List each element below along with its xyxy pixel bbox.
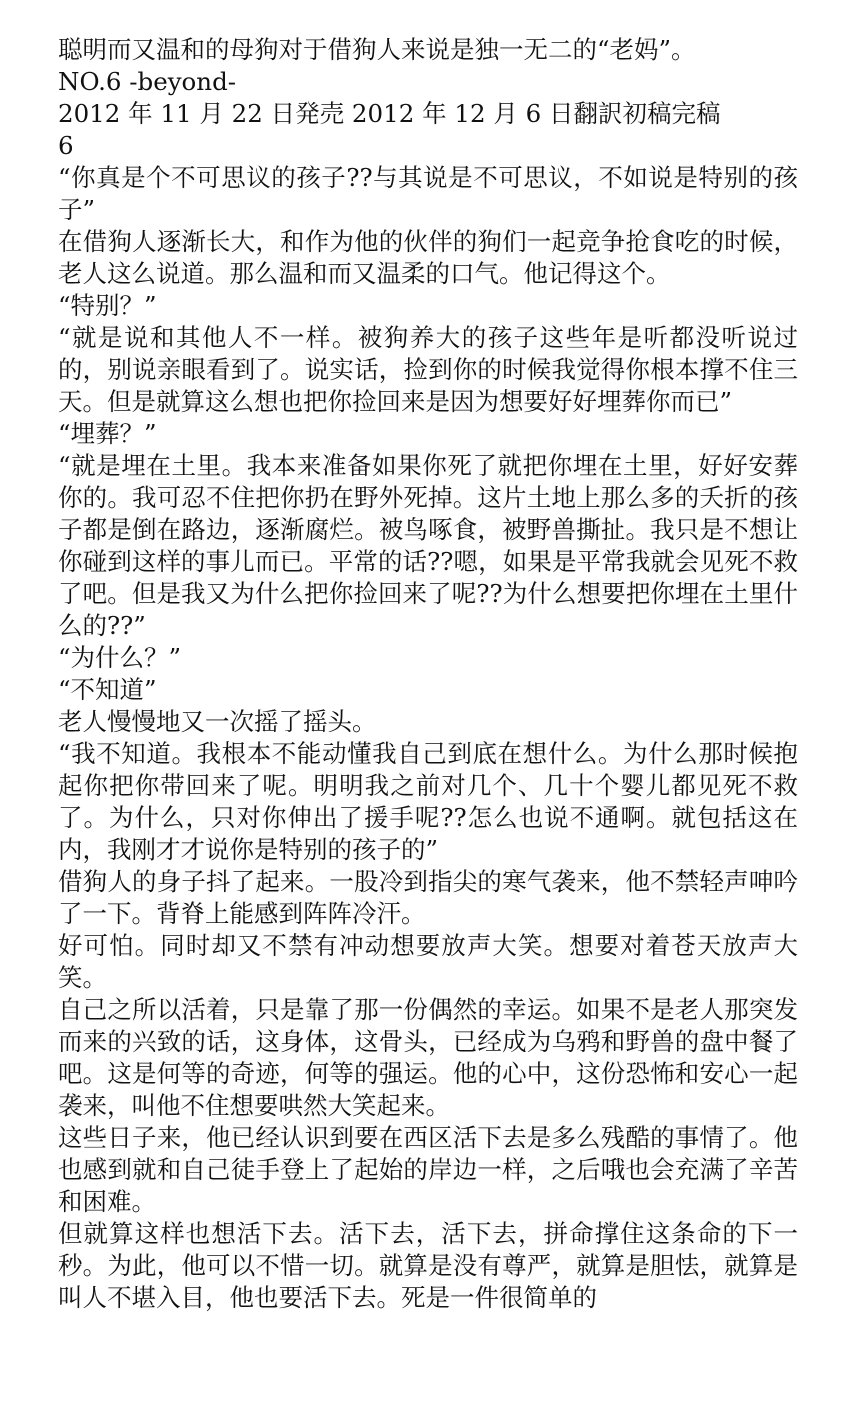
paragraph: 但就算这样也想活下去。活下去，活下去，拼命撑住这条命的下一秒。为此，他可以不惜一切。就算是没有尊严，就算是胆怯，就算是叫人不堪入目，他也要活下去。死是一件很简单的 (58, 1219, 798, 1312)
paragraph: “我不知道。我根本不能动懂我自己到底在想什么。为什么那时候抱起你把你带回来了呢。明明我之前对几个、几十个婴儿都见死不救了。为什么，只对你伸出了援手呢??怎么也说不通啊。就包括这在内，我刚才才说你是特别的孩子的” (58, 739, 798, 864)
paragraph: 好可怕。同时却又不禁有冲动想要放声大笑。想要对着苍天放声大笑。 (58, 931, 798, 992)
paragraph: 老人慢慢地又一次摇了摇头。 (58, 707, 377, 736)
paragraph-intro: 聪明而又温和的母狗对于借狗人来说是独一无二的“老妈”。 (58, 35, 696, 64)
paragraph: “你真是个不可思议的孩子??与其说是不可思议，不如说是特别的孩子” (58, 163, 798, 224)
paragraph: 在借狗人逐渐长大，和作为他的伙伴的狗们一起竞争抢食吃的时候，老人这么说道。那么温和而又温柔的口气。他记得这个。 (58, 227, 798, 288)
paragraph: “就是说和其他人不一样。被狗养大的孩子这些年是听都没听说过的，别说亲眼看到了。说实话，捡到你的时候我觉得你根本撑不住三天。但是就算这么想也把你捡回来是因为想要好好埋葬你而已” (58, 323, 798, 416)
paragraph: 自己之所以活着，只是靠了那一份偶然的幸运。如果不是老人那突发而来的兴致的话，这身体，这骨头，已经成为乌鸦和野兽的盘中餐了吧。这是何等的奇迹，何等的强运。他的心中，这份恐怖和安心一起袭来，叫他不住想要哄然大笑起来。 (58, 995, 798, 1120)
chapter-number: 6 (58, 131, 74, 160)
paragraph: 这些日子来，他已经认识到要在西区活下去是多么残酷的事情了。他也感到就和自己徒手登上了起始的岸边一样，之后哦也会充满了辛苦和困难。 (58, 1123, 798, 1216)
paragraph: 借狗人的身子抖了起来。一股冷到指尖的寒气袭来，他不禁轻声呻吟了一下。背脊上能感到阵阵冷汗。 (58, 867, 798, 928)
paragraph: “埋葬？” (58, 419, 157, 448)
release-info: 2012 年 11 月 22 日発売 2012 年 12 月 6 日翻訳初稿完稿 (58, 99, 721, 128)
paragraph: “特别？” (58, 291, 157, 320)
document-page (58, 34, 798, 1314)
paragraph: “就是埋在土里。我本来准备如果你死了就把你埋在土里，好好安葬你的。我可忍不住把你扔在野外死掉。这片土地上那么多的夭折的孩子都是倒在路边，逐渐腐烂。被鸟啄食，被野兽撕扯。我只是不想让你碰到这样的事儿而已。平常的话??嗯，如果是平常我就会见死不救了吧。但是我又为什么把你捡回来了呢??为什么想要把你埋在土里什么的??” (58, 451, 798, 640)
book-title: NO.6 -beyond- (58, 67, 237, 96)
paragraph: “不知道” (58, 675, 157, 704)
paragraph: “为什么？” (58, 643, 182, 672)
